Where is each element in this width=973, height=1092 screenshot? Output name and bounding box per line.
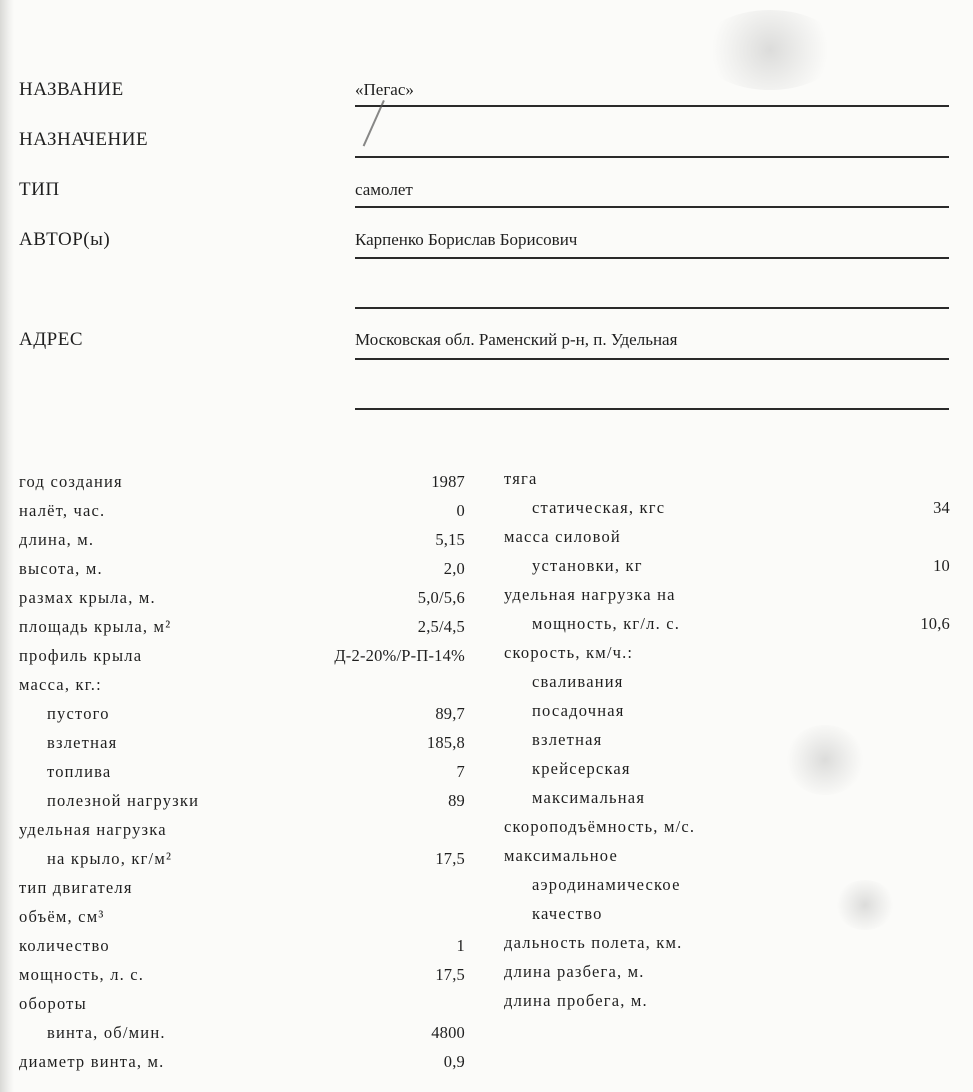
spec-label: длина пробега, м. xyxy=(504,991,648,1010)
spec-label: аэродинамическое xyxy=(532,875,681,894)
spec-label: высота, м. xyxy=(19,559,103,578)
spec-row xyxy=(504,524,950,550)
spec-row xyxy=(504,669,950,695)
field-label: АВТОР(ы) xyxy=(19,229,111,250)
spec-label: максимальное xyxy=(504,846,618,865)
spec-row xyxy=(19,1020,465,1046)
field-label: ТИП xyxy=(19,179,60,200)
spec-label: площадь крыла, м² xyxy=(19,617,172,636)
spec-row xyxy=(19,788,465,814)
underline xyxy=(355,156,949,158)
spec-row xyxy=(504,611,950,637)
spec-row xyxy=(504,495,950,521)
underline xyxy=(355,105,949,107)
spec-label: мощность, л. с. xyxy=(19,965,145,984)
spec-value: 0,9 xyxy=(443,1052,465,1071)
spec-label: удельная нагрузка xyxy=(19,820,167,839)
spec-row xyxy=(504,582,950,608)
field-address-extra xyxy=(0,376,973,406)
spec-row xyxy=(504,698,950,724)
underline xyxy=(355,257,949,259)
spec-label: взлетная xyxy=(532,730,603,749)
spec-row xyxy=(19,469,465,495)
field-label: НАЗВАНИЕ xyxy=(19,79,124,100)
spec-value: Д-2-20%/Р-П-14% xyxy=(334,646,465,665)
spec-row xyxy=(19,1049,465,1075)
spec-label: дальность полета, км. xyxy=(504,933,683,952)
spec-label: взлетная xyxy=(47,733,118,752)
field-authors-extra xyxy=(0,276,973,306)
spec-row xyxy=(504,843,950,869)
spec-label: профиль крыла xyxy=(19,646,143,665)
spec-row xyxy=(19,904,465,930)
spec-label: винта, об/мин. xyxy=(47,1023,166,1042)
underline xyxy=(355,358,949,360)
spec-label: обороты xyxy=(19,994,87,1013)
field-label: НАЗНАЧЕНИЕ xyxy=(19,129,149,150)
spec-label: тип двигателя xyxy=(19,878,133,897)
underline xyxy=(355,408,949,410)
field-label: АДРЕС xyxy=(19,329,84,350)
spec-label: год создания xyxy=(19,472,123,491)
spec-value: 89 xyxy=(448,791,465,810)
spec-row xyxy=(504,930,950,956)
spec-label: полезной нагрузки xyxy=(47,791,200,810)
spec-label: посадочная xyxy=(532,701,625,720)
spec-row xyxy=(19,672,465,698)
spec-row xyxy=(19,875,465,901)
spec-row xyxy=(19,817,465,843)
spec-row xyxy=(19,556,465,582)
spec-label: мощность, кг/л. с. xyxy=(532,614,681,633)
spec-row xyxy=(19,933,465,959)
spec-label: объём, см³ xyxy=(19,907,105,926)
spec-value: 7 xyxy=(456,762,465,781)
spec-label: удельная нагрузка на xyxy=(504,585,676,604)
spec-row xyxy=(504,814,950,840)
spec-label: на крыло, кг/м² xyxy=(47,849,173,868)
spec-label: скороподъёмность, м/с. xyxy=(504,817,696,836)
spec-value: 0 xyxy=(456,501,465,520)
spec-row xyxy=(504,785,950,811)
spec-label: статическая, кгс xyxy=(532,498,666,517)
spec-label: качество xyxy=(532,904,603,923)
spec-label: крейсерская xyxy=(532,759,631,778)
spec-row xyxy=(504,872,950,898)
spec-value: 1 xyxy=(456,936,465,955)
spec-value: 185,8 xyxy=(426,733,465,752)
spec-value: 2,5/4,5 xyxy=(417,617,465,636)
underline xyxy=(355,307,949,309)
spec-label: длина разбега, м. xyxy=(504,962,645,981)
spec-label: масса силовой xyxy=(504,527,621,546)
spec-row xyxy=(504,756,950,782)
spec-row xyxy=(19,527,465,553)
field-authors xyxy=(0,225,973,255)
spec-row xyxy=(19,991,465,1017)
spec-row xyxy=(504,988,950,1014)
spec-value: 34 xyxy=(933,498,950,517)
field-type xyxy=(0,175,973,205)
spec-label: топлива xyxy=(47,762,112,781)
spec-label: количество xyxy=(19,936,110,955)
spec-row xyxy=(19,585,465,611)
field-value: Карпенко Борислав Борисович xyxy=(355,230,578,249)
spec-row xyxy=(19,759,465,785)
spec-value: 4800 xyxy=(431,1023,465,1042)
spec-label: масса, кг.: xyxy=(19,675,102,694)
spec-label: налёт, час. xyxy=(19,501,106,520)
field-address xyxy=(0,325,973,355)
spec-value: 1987 xyxy=(431,472,465,491)
spec-row xyxy=(504,466,950,492)
spec-row xyxy=(19,730,465,756)
spec-row xyxy=(19,962,465,988)
spec-label: установки, кг xyxy=(532,556,643,575)
spec-value: 5,0/5,6 xyxy=(417,588,465,607)
spec-row xyxy=(504,727,950,753)
spec-row xyxy=(504,901,950,927)
page-edge-shadow xyxy=(0,0,14,1092)
field-value: «Пегас» xyxy=(355,80,414,99)
spec-row xyxy=(19,614,465,640)
spec-label: размах крыла, м. xyxy=(19,588,156,607)
spec-row xyxy=(504,959,950,985)
spec-label: длина, м. xyxy=(19,530,95,549)
spec-label: диаметр винта, м. xyxy=(19,1052,165,1071)
field-value: Московская обл. Раменский р-н, п. Удельная xyxy=(355,330,678,349)
field-purpose xyxy=(0,125,973,155)
underline xyxy=(355,206,949,208)
field-name xyxy=(0,75,973,105)
spec-value: 10 xyxy=(933,556,950,575)
spec-row xyxy=(19,643,465,669)
spec-value: 10,6 xyxy=(920,614,950,633)
spec-label: максимальная xyxy=(532,788,646,807)
spec-label: сваливания xyxy=(532,672,624,691)
spec-row xyxy=(504,553,950,579)
spec-value: 89,7 xyxy=(435,704,465,723)
spec-row xyxy=(19,701,465,727)
spec-label: пустого xyxy=(47,704,110,723)
spec-row xyxy=(504,640,950,666)
spec-row xyxy=(19,498,465,524)
spec-label: тяга xyxy=(504,469,538,488)
spec-label: скорость, км/ч.: xyxy=(504,643,634,662)
spec-value: 17,5 xyxy=(435,849,465,868)
field-value: самолет xyxy=(355,180,413,199)
spec-value: 2,0 xyxy=(443,559,465,578)
spec-value: 17,5 xyxy=(435,965,465,984)
spec-value: 5,15 xyxy=(435,530,465,549)
spec-row xyxy=(19,846,465,872)
